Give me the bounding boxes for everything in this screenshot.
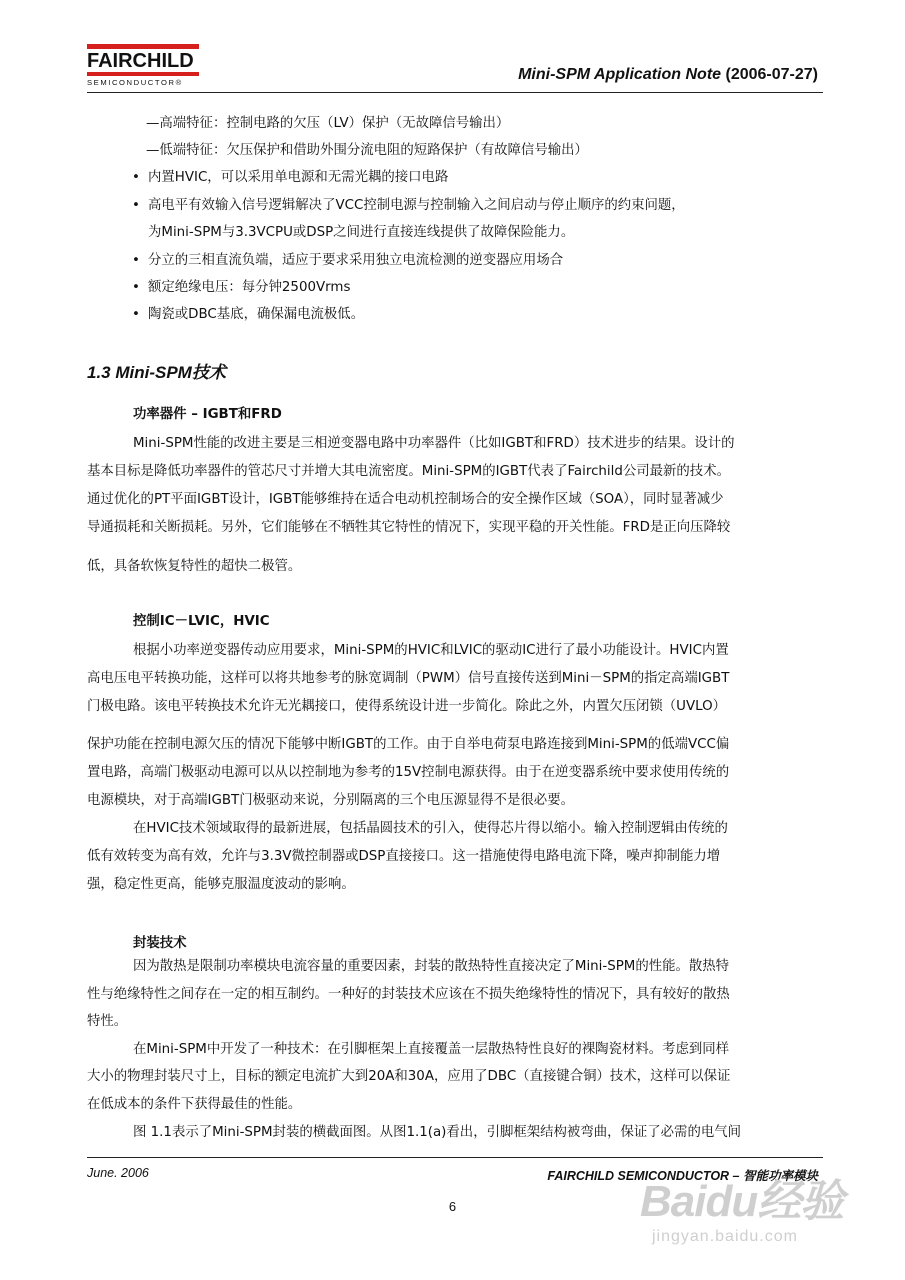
intro-line: —低端特征：欠压保护和借助外围分流电阻的短路保护（有故障信号输出） [146, 143, 588, 158]
paragraph-line: 根据小功率逆变器传动应用要求，Mini-SPM的HVIC和LVIC的驱动IC进行了最小功能设计。HVIC内置 [133, 643, 729, 658]
bullet-item-continuation: 为Mini-SPM与3.3VCPU或DSP之间进行直接连线提供了故障保险能力。 [148, 225, 575, 240]
paragraph-line: 低有效转变为高有效，允许与3.3V微控制器或DSP直接接口。这一措施使得电路电流下降，噪声抑制能力增 [87, 849, 721, 864]
paragraph-line: 低，具备软恢复特性的超快二极管。 [87, 559, 302, 574]
watermark-url: jingyan.baidu.com [652, 1228, 798, 1245]
subsection-heading: 封装技术 [133, 936, 187, 951]
paragraph-line: 因为散热是限制功率模块电流容量的重要因素，封装的散热特性直接决定了Mini-SPM的性能。散热特 [133, 959, 730, 974]
paragraph-line: 门极电路。该电平转换技术允许无光耦接口，使得系统设计进一步简化。除此之外，内置欠压闭锁（UVLO） [87, 699, 727, 714]
paragraph-line: 大小的物理封装尺寸上，目标的额定电流扩大到20A和30A，应用了DBC（直接键合铜）技术，这样可以保证 [87, 1069, 731, 1084]
header-rule [87, 92, 823, 93]
logo-word: FAIRCHILD [87, 50, 194, 72]
paragraph-line: 图 1.1表示了Mini-SPM封装的横截面图。从图1.1(a)看出，引脚框架结构被弯曲，保证了必需的电气间 [133, 1125, 742, 1140]
bullet-item: • 高电平有效输入信号逻辑解决了VCC控制电源与控制输入之间启动与停止顺序的约束问题， [148, 197, 685, 215]
logo-subtitle: SEMICONDUCTOR® [87, 78, 183, 87]
fairchild-logo [87, 44, 199, 87]
footer-date: June. 2006 [87, 1166, 149, 1180]
paragraph-line: 电源模块，对于高端IGBT门极驱动来说，分别隔离的三个电压源显得不是很必要。 [87, 793, 574, 808]
paragraph-line: 在低成本的条件下获得最佳的性能。 [87, 1097, 302, 1112]
bullet-item: • 分立的三相直流负端，适应于要求采用独立电流检测的逆变器应用场合 [148, 252, 563, 270]
paragraph-line: 导通损耗和关断损耗。另外，它们能够在不牺牲其它特性的情况下，实现平稳的开关性能。FRD是正向压降较 [87, 520, 731, 535]
header-title [518, 66, 818, 84]
paragraph-line: 性与绝缘特性之间存在一定的相互制约。一种好的封装技术应该在不损失绝缘特性的情况下，具有较好的散热 [87, 987, 730, 1002]
intro-line: —高端特征：控制电路的欠压（LV）保护（无故障信号输出） [146, 116, 510, 131]
paragraph-line: 高电压电平转换功能，这样可以将共地参考的脉宽调制（PWM）信号直接传送到Mini－SPM的指定高端IGBT [87, 671, 730, 686]
logo-bottom-bar [87, 72, 199, 76]
bullet-item: • 内置HVIC，可以采用单电源和无需光耦的接口电路 [148, 169, 448, 187]
paragraph-line: Mini-SPM性能的改进主要是三相逆变器电路中功率器件（比如IGBT和FRD）技术进步的结果。设计的 [133, 436, 735, 451]
subsection-heading: 控制IC－LVIC，HVIC [133, 614, 270, 629]
baidu-watermark [640, 1177, 844, 1246]
watermark-logo-text: Baidu经验 [640, 1177, 844, 1226]
header-title-text: Mini-SPM Application Note [518, 66, 722, 83]
paragraph-line: 特性。 [87, 1014, 128, 1029]
section-title: 1.3 Mini-SPM技术 [87, 363, 226, 382]
bullet-item: • 额定绝缘电压：每分钟2500Vrms [148, 279, 350, 297]
footer-rule [87, 1157, 823, 1158]
logo-top-bar [87, 44, 199, 49]
footer-company: FAIRCHILD SEMICONDUCTOR – 智能功率模块 [547, 1169, 818, 1183]
paragraph-line: 置电路，高端门极驱动电源可以从以控制地为参考的15V控制电源获得。由于在逆变器系统中要求使用传统的 [87, 765, 730, 780]
paragraph-line: 强，稳定性更高，能够克服温度波动的影响。 [87, 877, 355, 892]
paragraph-line: 通过优化的PT平面IGBT设计，IGBT能够维持在适合电动机控制场合的安全操作区域（SOA），同时显著减少 [87, 492, 724, 507]
bullet-item: • 陶瓷或DBC基底，确保漏电流极低。 [148, 306, 364, 324]
paragraph-line: 保护功能在控制电源欠压的情况下能够中断IGBT的工作。由于自举电荷泵电路连接到Mini-SPM的低端VCC偏 [87, 737, 730, 752]
paragraph-line: 基本目标是降低功率器件的管芯尺寸并增大其电流密度。Mini-SPM的IGBT代表了Fairchild公司最新的技术。 [87, 464, 730, 479]
page-number: 6 [448, 1199, 457, 1214]
header-title-date: (2006-07-27) [721, 66, 818, 83]
subsection-heading: 功率器件 – IGBT和FRD [133, 407, 282, 422]
paragraph-line: 在HVIC技术领域取得的最新进展，包括晶圆技术的引入，使得芯片得以缩小。输入控制逻辑由传统的 [133, 821, 728, 836]
paragraph-line: 在Mini-SPM中开发了一种技术：在引脚框架上直接覆盖一层散热特性良好的裸陶瓷材料。考虑到同样 [133, 1042, 730, 1057]
